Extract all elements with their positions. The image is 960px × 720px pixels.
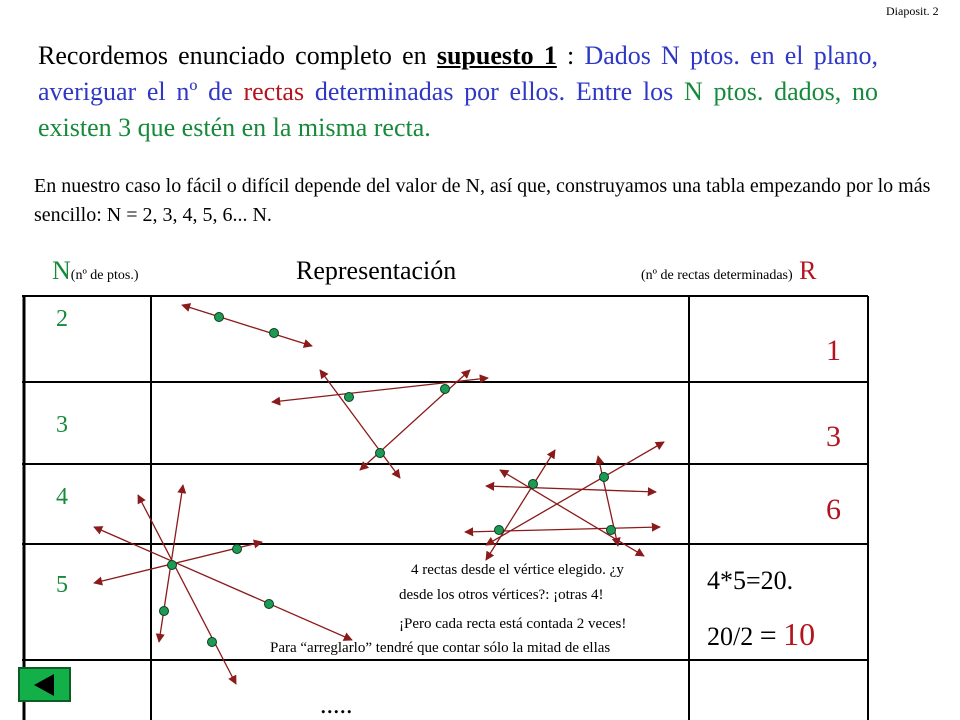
- back-button[interactable]: [18, 667, 71, 702]
- point-12: [265, 600, 274, 609]
- intro-text-3: :: [556, 41, 585, 70]
- intro-text-6: determinadas por ellos. Entre los: [304, 77, 685, 106]
- row-n-3: 3: [56, 412, 68, 438]
- point-7: [600, 473, 609, 482]
- point-4: [441, 385, 450, 394]
- point-2: [270, 329, 279, 338]
- header-r-letter: R: [799, 256, 817, 285]
- line-n4-a: [486, 486, 656, 492]
- note-line-1: 4 rectas desde el vértice elegido. ¿y: [411, 562, 624, 578]
- intro-rectas: rectas: [243, 77, 305, 106]
- ellipsis: .....: [320, 690, 353, 719]
- note-line-3: ¡Pero cada recta está contada 2 veces!: [399, 616, 627, 632]
- header-r-caption: (nº de rectas determinadas): [641, 268, 793, 283]
- note-line-4: Para “arreglarlo” tendré que contar sólo la mitad de ellas: [270, 640, 611, 656]
- intro-text-1: Recordemos enunciado completo en: [38, 41, 437, 70]
- back-arrow-icon: [34, 674, 54, 696]
- line-n5-c: [138, 495, 236, 684]
- line-n2: [182, 305, 312, 346]
- point-11: [233, 545, 242, 554]
- row-r-10: 10: [783, 616, 816, 652]
- calc-division: 20/2: [707, 622, 754, 651]
- point-9: [607, 526, 616, 535]
- row-n-5: 5: [56, 572, 68, 598]
- point-5: [376, 449, 385, 458]
- note-line-2: desde los otros vértices?: ¡otras 4!: [399, 587, 604, 603]
- header-representacion: Representación: [296, 256, 457, 285]
- point-13: [160, 607, 169, 616]
- intro-text-7: N ptos. dados, no existen 3 que estén en la misma recta.: [38, 77, 878, 142]
- calc-equals: =: [759, 619, 777, 652]
- header-n-letter: N: [52, 256, 71, 285]
- row-r-1: 1: [826, 334, 841, 367]
- explanation-text: En nuestro caso lo fácil o difícil depende del valor de N, así que, construyamos una tabla empezando por lo más sencillo: N = 2, 3, 4, 5, 6... N.: [34, 175, 931, 226]
- row-r-3: 3: [826, 420, 841, 453]
- calc-line-1: 4*5=20.: [707, 566, 794, 595]
- point-1: [215, 313, 224, 322]
- calc-line-2: [707, 616, 815, 653]
- point-14: [208, 638, 217, 647]
- intro-text-4: Dados N ptos. en el plano, averiguar el nº de: [38, 41, 878, 106]
- row-n-2: 2: [56, 306, 68, 332]
- point-3: [345, 393, 354, 402]
- header-n-caption: (nº de ptos.): [70, 268, 139, 283]
- point-8: [495, 526, 504, 535]
- point-6: [529, 480, 538, 489]
- point-10: [168, 561, 177, 570]
- intro-supuesto: supuesto 1: [436, 41, 557, 70]
- slide-number-label: Diaposit. 2: [886, 4, 939, 18]
- line-n3-b: [320, 370, 400, 478]
- row-r-6: 6: [826, 493, 841, 526]
- row-n-4: 4: [56, 484, 68, 510]
